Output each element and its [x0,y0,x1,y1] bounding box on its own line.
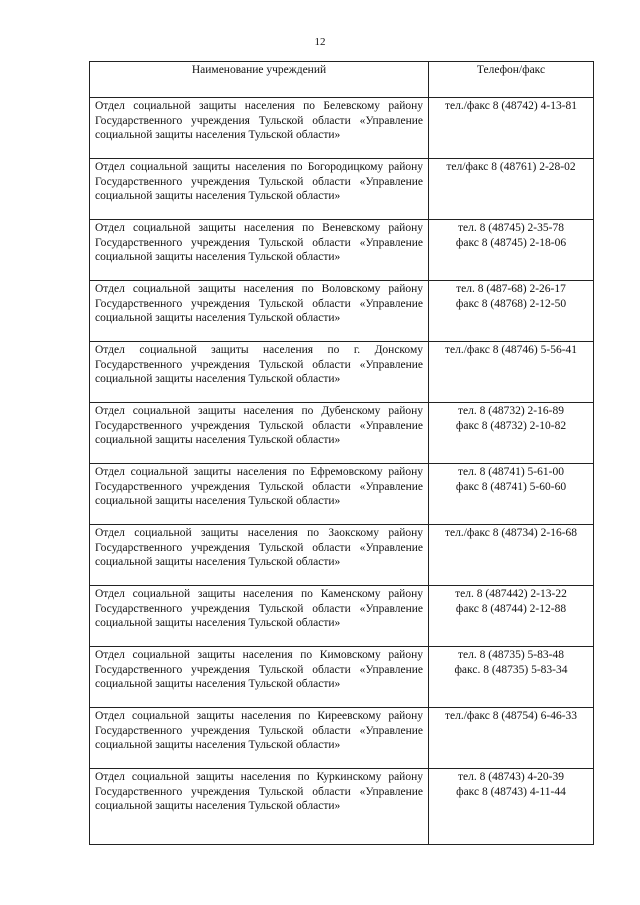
institution-name-cell: Отдел социальной защиты населения по Кимовскому району Государственного учреждения Тульской области «Управление социальной защиты населения Тульской области» [90,647,429,708]
institution-name-cell: Отдел социальной защиты населения по Ефремовскому району Государственного учреждения Тульской области «Управление социальной защиты населения Тульской области» [90,464,429,525]
table-row [90,98,594,159]
institution-name-cell: Отдел социальной защиты населения по Киреевскому району Государственного учреждения Тульской области «Управление социальной защиты населения Тульской области» [90,708,429,769]
phone-fax-line: тел. 8 (487-68) 2-26-17 [456,283,566,295]
institution-name-cell: Отдел социальной защиты населения по Куркинскому району Государственного учреждения Тульской области «Управление социальной защиты населения Тульской области» [90,769,429,845]
institution-name-cell: Отдел социальной защиты населения по Заокскому району Государственного учреждения Тульской области «Управление социальной защиты населения Тульской области» [90,525,429,586]
institution-name-cell: Отдел социальной защиты населения по Веневскому району Государственного учреждения Тульской области «Управление социальной защиты населения Тульской области» [90,220,429,281]
phone-fax-line: факс 8 (48745) 2-18-06 [455,236,567,249]
phone-fax-cell [429,281,594,342]
phone-fax-cell [429,159,594,220]
institution-name-cell: Отдел социальной защиты населения по Белевскому району Государственного учреждения Тульской области «Управление социальной защиты населения Тульской области» [90,98,429,159]
phone-fax-line: тел/факс 8 (48761) 2-28-02 [446,161,576,173]
phone-fax-line: тел. 8 (48741) 5-61-00 [458,466,564,478]
phone-fax-cell [429,586,594,647]
phone-fax-line: факс 8 (48732) 2-10-82 [455,419,567,432]
phone-fax-cell [429,464,594,525]
table-row [90,281,594,342]
phone-fax-line: тел. 8 (487442) 2-13-22 [455,588,567,600]
phone-fax-line: тел. 8 (48735) 5-83-48 [458,649,564,661]
table-body [90,98,594,845]
phone-fax-cell [429,708,594,769]
page-number: 12 [314,36,326,48]
phone-fax-line: факс 8 (48741) 5-60-60 [455,480,567,493]
table-row [90,342,594,403]
phone-fax-cell [429,525,594,586]
institutions-table [89,61,594,845]
table-row [90,525,594,586]
phone-fax-cell [429,342,594,403]
table-row [90,586,594,647]
column-header-name: Наименование учреждений [90,62,429,98]
table-row [90,403,594,464]
institution-name-cell: Отдел социальной защиты населения по г. Донскому Государственного учреждения Тульской области «Управление социальной защиты населения Тульской области» [90,342,429,403]
institution-name-cell: Отдел социальной защиты населения по Каменскому району Государственного учреждения Тульской области «Управление социальной защиты населения Тульской области» [90,586,429,647]
phone-fax-line: факс 8 (48744) 2-12-88 [455,602,567,615]
table-row [90,708,594,769]
institution-name-cell: Отдел социальной защиты населения по Богородицкому району Государственного учреждения Тульской области «Управление социальной защиты населения Тульской области» [90,159,429,220]
phone-fax-line: факс. 8 (48735) 5-83-34 [454,663,568,676]
column-header-phone: Телефон/факс [429,62,594,98]
table-row [90,769,594,845]
phone-fax-line: тел. 8 (48745) 2-35-78 [458,222,564,234]
phone-fax-cell [429,403,594,464]
phone-fax-cell [429,769,594,845]
phone-fax-line: тел. 8 (48743) 4-20-39 [458,771,564,783]
table-row [90,220,594,281]
institution-name-cell: Отдел социальной защиты населения по Дубенскому району Государственного учреждения Тульской области «Управление социальной защиты населения Тульской области» [90,403,429,464]
phone-fax-cell [429,220,594,281]
table-row [90,159,594,220]
phone-fax-line: тел. 8 (48732) 2-16-89 [458,405,564,417]
phone-fax-cell [429,647,594,708]
table-row [90,464,594,525]
institution-name-cell: Отдел социальной защиты населения по Воловскому району Государственного учреждения Тульской области «Управление социальной защиты населения Тульской области» [90,281,429,342]
table-header-row [90,62,594,98]
phone-fax-line: тел./факс 8 (48754) 6-46-33 [444,710,578,722]
phone-fax-line: тел./факс 8 (48734) 2-16-68 [444,527,578,539]
phone-fax-line: тел./факс 8 (48742) 4-13-81 [444,100,578,112]
phone-fax-line: факс 8 (48768) 2-12-50 [455,297,567,310]
phone-fax-cell [429,98,594,159]
phone-fax-line: факс 8 (48743) 4-11-44 [456,785,566,798]
phone-fax-line: тел./факс 8 (48746) 5-56-41 [444,344,578,356]
table-row [90,647,594,708]
